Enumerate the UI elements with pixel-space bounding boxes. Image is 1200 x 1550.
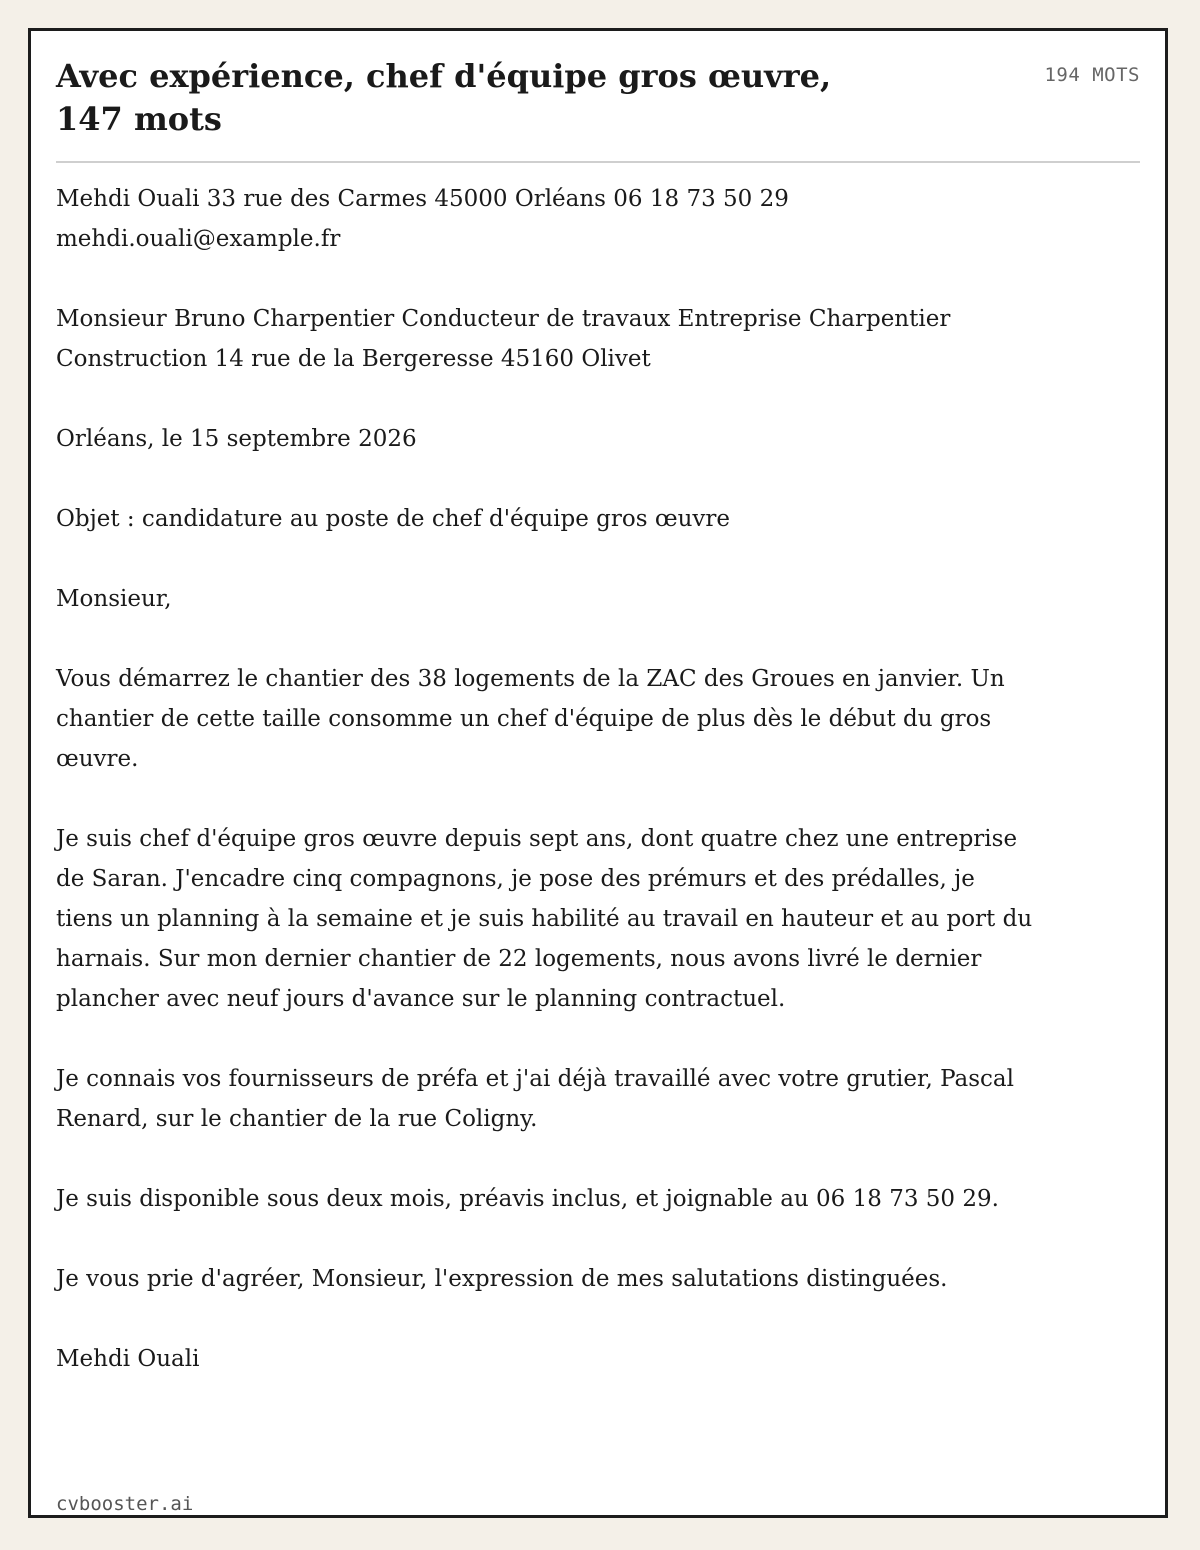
letter-card [28,28,1168,1518]
recipient-block: Monsieur Bruno Charpentier Conducteur de travaux Entreprise Charpentier Construction 14 rue de la Bergeresse 45160 Olivet [56,306,951,372]
paragraph-availability: Je suis disponible sous deux mois, préavis inclus, et joignable au 06 18 73 50 29. [56,1186,999,1212]
letter-title: Avec expérience, chef d'équipe gros œuvre, 147 mots [56,57,832,138]
salutation: Monsieur, [56,586,172,612]
subject-line: Objet : candidature au poste de chef d'équipe gros œuvre [56,506,731,532]
word-count-badge: 194 MOTS [1044,64,1140,86]
paragraph-network: Je connais vos fournisseurs de préfa et j'ai déjà travaillé avec votre grutier, Pascal Renard, sur le chantier de la rue Coligny. [56,1066,1015,1132]
sender-block: Mehdi Ouali 33 rue des Carmes 45000 Orléans 06 18 73 50 29 mehdi.ouali@example.fr [56,186,789,252]
letter-header [56,53,1140,163]
paragraph-experience: Je suis chef d'équipe gros œuvre depuis sept ans, dont quatre chez une entreprise de Saran. J'encadre cinq compagnons, je pose des prémurs et des prédalles, je tiens un planning à la semaine et je suis habilité au travail en hauteur et au port du harnais. Sur mon dernier chantier de 22 logements, nous avons livré le dernier plancher avec neuf jours d'avance sur le planning contractuel. [56,826,1033,1012]
footer-brand: cvbooster.ai [56,1493,194,1515]
letter-body [56,179,1036,1379]
closing-formula: Je vous prie d'agréer, Monsieur, l'expression de mes salutations distinguées. [56,1266,948,1292]
signature: Mehdi Ouali [56,1346,200,1372]
paragraph-intro: Vous démarrez le chantier des 38 logements de la ZAC des Groues en janvier. Un chantier de cette taille consomme un chef d'équipe de plus dès le début du gros œuvre. [56,666,1005,772]
date-line: Orléans, le 15 septembre 2026 [56,426,417,452]
